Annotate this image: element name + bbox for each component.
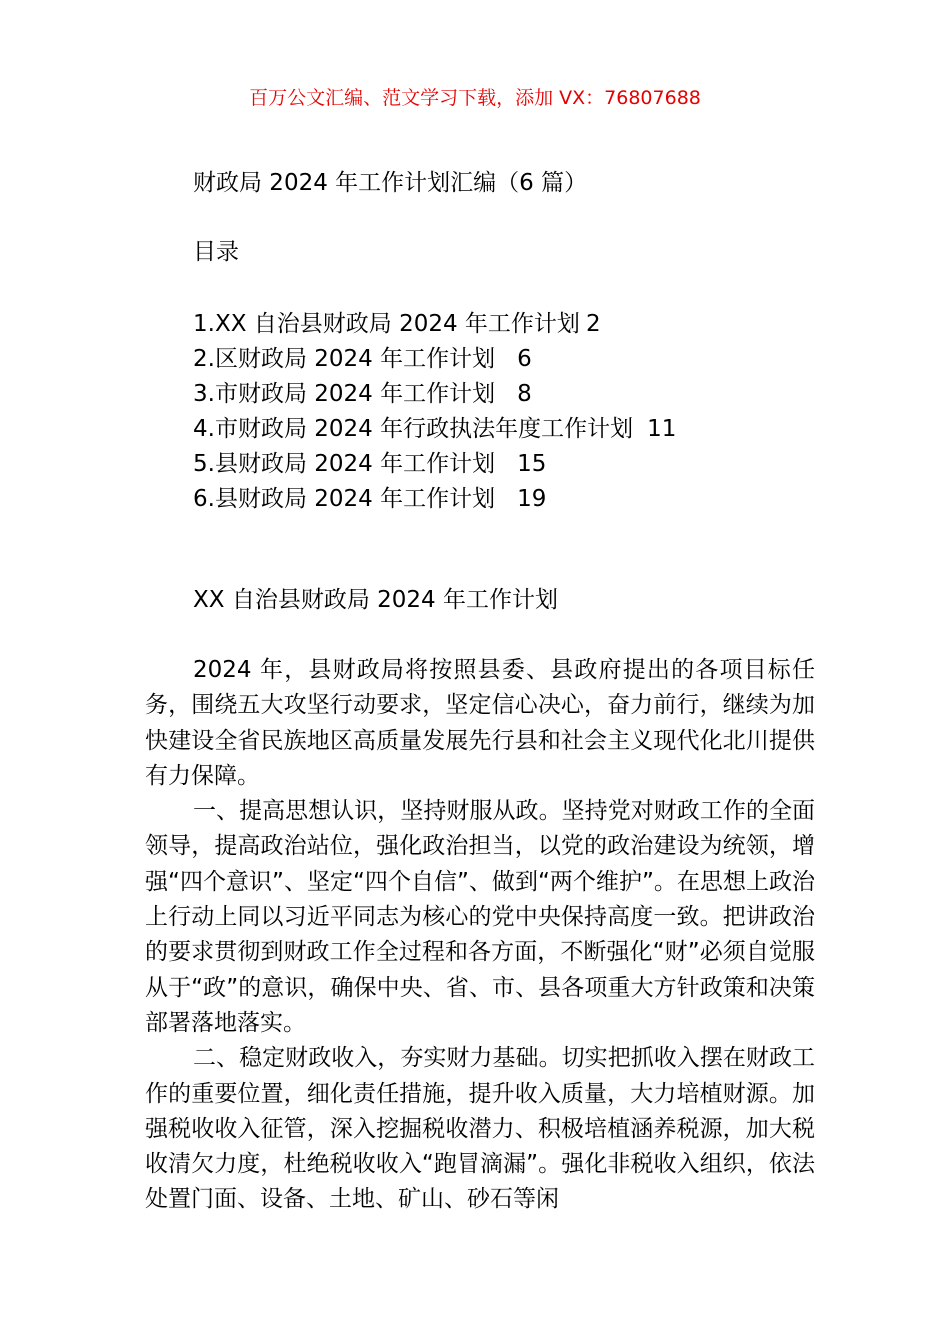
toc-item-page: 15 xyxy=(517,451,547,477)
toc-item-page: 6 xyxy=(517,346,532,372)
toc-item-page: 19 xyxy=(517,486,547,512)
toc-item-label: 3.市财政局 2024 年工作计划 xyxy=(193,381,496,407)
toc-item-page: 2 xyxy=(585,311,601,337)
toc-item-label: 1.XX 自治县财政局 2024 年工作计划 xyxy=(193,311,580,337)
table-of-contents xyxy=(193,307,676,517)
body-text xyxy=(145,653,815,1218)
toc-item-label: 2.区财政局 2024 年工作计划 xyxy=(193,346,496,372)
toc-item-page: 11 xyxy=(647,416,677,442)
toc-heading: 目录 xyxy=(193,239,239,265)
toc-item[interactable] xyxy=(193,377,676,412)
toc-item-label: 4.市财政局 2024 年行政执法年度工作计划 xyxy=(193,416,634,442)
body-paragraph: 二、稳定财政收入，夯实财力基础。切实把抓收入摆在财政工作的重要位置，细化责任措施，提升收入质量，大力培植财源。加强税收收入征管，深入挖掘税收潜力、积极培植涵养税源，加大税收清欠力度，杜绝税收收入“跑冒滴漏”。强化非税收入组织，依法处置门面、设备、土地、矿山、砂石等闲 xyxy=(145,1045,815,1213)
toc-item[interactable] xyxy=(193,307,676,342)
toc-item-label: 5.县财政局 2024 年工作计划 xyxy=(193,451,496,477)
toc-item[interactable] xyxy=(193,412,676,447)
document-title: 财政局 2024 年工作计划汇编（6 篇） xyxy=(193,170,588,196)
toc-item[interactable] xyxy=(193,482,676,517)
body-paragraph: 2024 年，县财政局将按照县委、县政府提出的各项目标任务，围绕五大攻坚行动要求，坚定信心决心，奋力前行，继续为加快建设全省民族地区高质量发展先行县和社会主义现代化北川提供有力保障。 xyxy=(145,657,815,789)
section-title: XX 自治县财政局 2024 年工作计划 xyxy=(193,587,558,613)
toc-item[interactable] xyxy=(193,447,676,482)
toc-item-page: 8 xyxy=(517,381,532,407)
toc-item-label: 6.县财政局 2024 年工作计划 xyxy=(193,486,496,512)
body-paragraph: 一、提高思想认识，坚持财服从政。坚持党对财政工作的全面领导，提高政治站位，强化政治担当，以党的政治建设为统领，增强“四个意识”、坚定“四个自信”、做到“两个维护”。在思想上政治上行动上同以习近平同志为核心的党中央保持高度一致。把讲政治的要求贯彻到财政工作全过程和各方面，不断强化“财”必须自觉服从于“政”的意识，确保中央、省、市、县各项重大方针政策和决策部署落地落实。 xyxy=(145,798,815,1036)
toc-item[interactable] xyxy=(193,342,676,377)
header-banner: 百万公文汇编、范文学习下载，添加 VX：76807688 xyxy=(249,87,701,109)
